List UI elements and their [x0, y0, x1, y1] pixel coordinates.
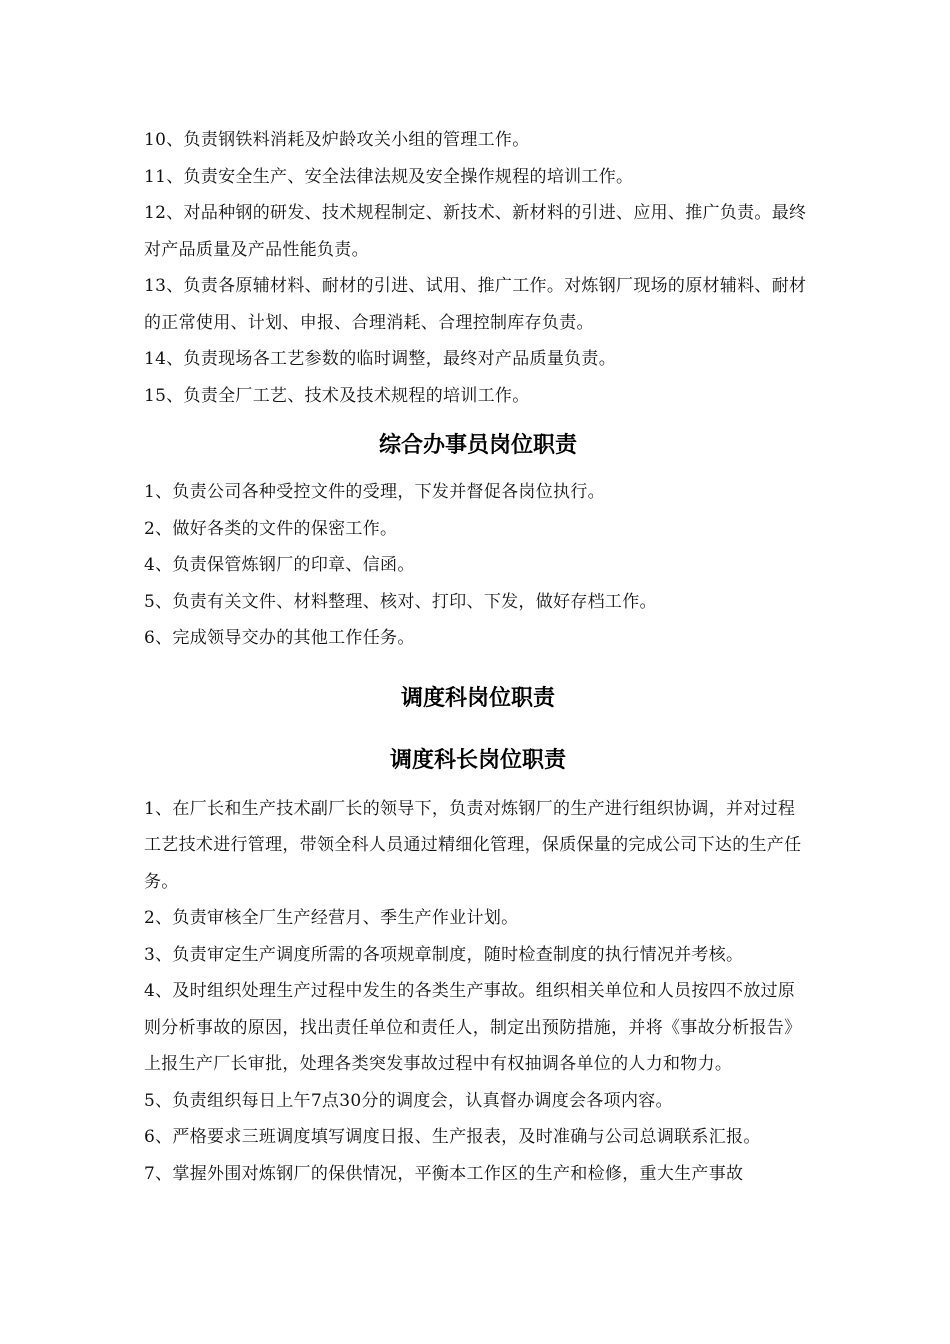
office-clerk-item-2: 2、做好各类的文件的保密工作。	[144, 518, 398, 539]
dispatch-chief-item-3: 3、负责审定生产调度所需的各项规章制度，随时检查制度的执行情况并考核。	[144, 944, 744, 965]
dispatch-dept-heading: 调度科岗位职责	[400, 685, 555, 711]
duty-item-11: 11、负责安全生产、安全法律法规及安全操作规程的培训工作。	[144, 166, 634, 187]
office-clerk-item-4: 4、负责保管炼钢厂的印章、信函。	[144, 555, 415, 575]
dispatch-chief-item-5: 5、负责组织每日上午7点30分的调度会，认真督办调度会各项内容。	[144, 1090, 673, 1111]
office-clerk-item-1: 1、负责公司各种受控文件的受理，下发并督促各岗位执行。	[144, 482, 605, 502]
dispatch-chief-item-2: 2、负责审核全厂生产经营月、季生产作业计划。	[144, 908, 519, 928]
dispatch-chief-item-1: 1、在厂长和生产技术副厂长的领导下，负责对炼钢厂的生产进行组织协调，并对过程工艺技术进行管理，带领全科人员通过精细化管理，保质保量的完成公司下达的生产任务。	[144, 798, 802, 892]
duty-item-12: 12、对品种钢的研发、技术规程制定、新技术、新材料的引进、应用、推广负责。最终对产品质量及产品性能负责。	[144, 203, 807, 260]
dispatch-chief-item-4: 4、及时组织处理生产过程中发生的各类生产事故。组织相关单位和人员按四不放过原则分析事故的原因，找出责任单位和责任人，制定出预防措施，并将《事故分析报告》上报生产厂长审批，处理各类突发事故过程中有权抽调各单位的人力和物力。	[144, 981, 802, 1074]
office-clerk-item-5: 5、负责有关文件、材料整理、核对、打印、下发，做好存档工作。	[144, 591, 657, 612]
duty-item-14: 14、负责现场各工艺参数的临时调整，最终对产品质量负责。	[144, 349, 617, 369]
dispatch-chief-item-7: 7、掌握外围对炼钢厂的保供情况，平衡本工作区的生产和检修，重大生产事故	[144, 1163, 744, 1184]
office-clerk-item-6: 6、完成领导交办的其他工作任务。	[144, 628, 415, 648]
duty-item-13: 13、负责各原辅材料、耐材的引进、试用、推广工作。对炼钢厂现场的原材辅料、耐材的正常使用、计划、申报、合理消耗、合理控制库存负责。	[144, 276, 807, 333]
document-body	[144, 122, 812, 1192]
dispatch-chief-item-6: 6、严格要求三班调度填写调度日报、生产报表，及时准确与公司总调联系汇报。	[144, 1127, 761, 1147]
duty-item-10: 10、负责钢铁料消耗及炉龄攻关小组的管理工作。	[144, 130, 530, 150]
dispatch-chief-heading: 调度科长岗位职责	[389, 747, 566, 773]
duty-item-15: 15、负责全厂工艺、技术及技术规程的培训工作。	[144, 385, 530, 406]
office-clerk-heading: 综合办事员岗位职责	[378, 433, 577, 458]
